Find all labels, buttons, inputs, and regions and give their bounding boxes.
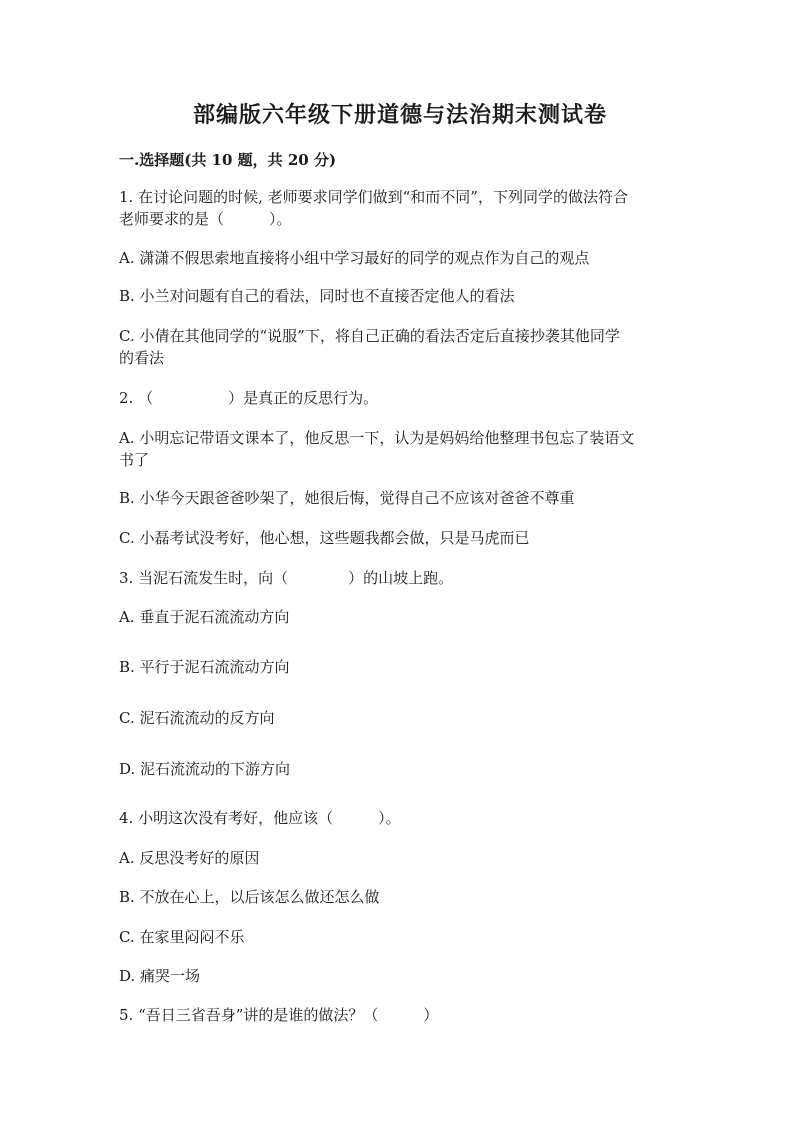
question-5-stem: 5. “吾日三省吾身”讲的是谁的做法？（ ） <box>119 1006 439 1024</box>
question-4-option-a: A. 反思没考好的原因 <box>119 849 260 867</box>
question-1-option-c-line-1: C. 小倩在其他同学的“说服”下，将自己正确的看法否定后直接抄袭其他同学 <box>119 327 620 345</box>
question-4-option-b: B. 不放在心上，以后该怎么做还怎么做 <box>119 888 380 906</box>
question-3-stem: 3. 当泥石流发生时，向（ ）的山坡上跑。 <box>119 569 454 587</box>
document-title: 部编版六年级下册道德与法治期末测试卷 <box>192 102 607 128</box>
question-1-option-b: B. 小兰对问题有自己的看法，同时也不直接否定他人的看法 <box>119 287 515 305</box>
question-4-option-d: D. 痛哭一场 <box>119 967 201 985</box>
question-1-stem-line-1: 1. 在讨论问题的时候, 老师要求同学们做到“和而不同”，下列同学的做法符合 <box>119 188 628 206</box>
question-2-stem: 2. （ ）是真正的反思行为。 <box>119 389 379 407</box>
question-4-stem: 4. 小明这次没有考好，他应该（ ）。 <box>119 809 401 827</box>
question-2-option-c: C. 小磊考试没考好，他心想，这些题我都会做，只是马虎而已 <box>119 529 530 547</box>
question-2-option-b: B. 小华今天跟爸爸吵架了，她很后悔，觉得自己不应该对爸爸不尊重 <box>119 489 575 507</box>
question-3-option-b: B. 平行于泥石流流动方向 <box>119 658 290 676</box>
question-1-option-c-line-2: 的看法 <box>119 349 165 367</box>
question-3-option-d: D. 泥石流流动的下游方向 <box>119 760 291 778</box>
section-heading: 一.选择题(共 10 题，共 20 分) <box>119 151 337 169</box>
question-3-option-a: A. 垂直于泥石流流动方向 <box>119 608 290 626</box>
question-4-option-c: C. 在家里闷闷不乐 <box>119 928 245 946</box>
question-2-option-a-line-1: A. 小明忘记带语文课本了，他反思一下，认为是妈妈给他整理书包忘了装语文 <box>119 429 635 447</box>
question-1-option-a: A. 潇潇不假思索地直接将小组中学习最好的同学的观点作为自己的观点 <box>119 249 590 267</box>
question-2-option-a-line-2: 书了 <box>119 451 150 469</box>
question-1-stem-line-2: 老师要求的是（ ）。 <box>119 210 292 228</box>
question-3-option-c: C. 泥石流流动的反方向 <box>119 709 275 727</box>
